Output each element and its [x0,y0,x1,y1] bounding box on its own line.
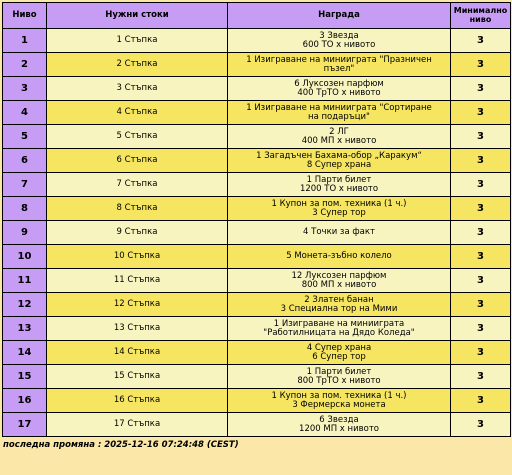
level-cell: 11 [3,269,47,293]
table-row [3,101,511,125]
min-level-cell: 3 [451,269,511,293]
level-cell: 5 [3,125,47,149]
goods-cell: 17 Стъпка [47,413,228,437]
table-row [3,173,511,197]
reward-line: 3 Супер тор [312,207,366,218]
table-row [3,77,511,101]
level-cell: 2 [3,53,47,77]
goods-cell: 5 Стъпка [47,125,228,149]
header-level: Ниво [3,3,47,29]
reward-line: пъзел" [323,63,355,74]
reward-line: 6 Звезда [319,414,359,425]
goods-cell: 2 Стъпка [47,53,228,77]
reward-line: 600 ТО х нивото [302,39,376,50]
min-level-cell: 3 [451,77,511,101]
goods-cell: 10 Стъпка [47,245,228,269]
reward-cell [228,29,451,53]
goods-cell: 6 Стъпка [47,149,228,173]
reward-cell [228,413,451,437]
reward-cell [228,341,451,365]
goods-cell: 15 Стъпка [47,365,228,389]
reward-line: 1200 ТО х нивото [299,183,379,194]
table-row [3,365,511,389]
goods-cell: 11 Стъпка [47,269,228,293]
reward-line: 1 Купон за пом. техника (1 ч.) [271,390,407,401]
table-row [3,317,511,341]
min-level-cell: 3 [451,389,511,413]
level-cell: 8 [3,197,47,221]
level-cell: 6 [3,149,47,173]
table-row [3,341,511,365]
reward-line: 1 Парти билет [306,366,372,377]
min-level-cell: 3 [451,197,511,221]
table-row [3,197,511,221]
table-row [3,29,511,53]
level-cell: 16 [3,389,47,413]
level-cell: 17 [3,413,47,437]
reward-line: 6 Супер тор [312,351,366,362]
table-row [3,413,511,437]
min-level-cell: 3 [451,221,511,245]
reward-line: 3 Звезда [319,30,359,41]
goods-cell: 13 Стъпка [47,317,228,341]
reward-line: 2 Златен банан [304,294,374,305]
reward-cell [228,77,451,101]
reward-line: 800 ТрТО х нивото [297,375,381,386]
reward-line: на подаръци" [308,111,370,122]
table-row [3,221,511,245]
level-cell: 3 [3,77,47,101]
min-level-cell: 3 [451,53,511,77]
reward-cell [228,365,451,389]
reward-line: 6 Луксозен парфюм [294,78,384,89]
table-body [3,29,511,437]
reward-line: 12 Луксозен парфюм [291,270,387,281]
table-row [3,245,511,269]
goods-cell: 4 Стъпка [47,101,228,125]
reward-cell [228,317,451,341]
reward-cell [228,245,451,269]
reward-line: 5 Монета-зъбно колело [286,251,392,261]
reward-cell [228,221,451,245]
reward-line: 1 Изиграване на минииграта [273,318,405,329]
goods-cell: 9 Стъпка [47,221,228,245]
goods-cell: 1 Стъпка [47,29,228,53]
table-row [3,293,511,317]
header-goods: Нужни стоки [47,3,228,29]
level-cell: 1 [3,29,47,53]
table-header-row [3,3,511,29]
min-level-cell: 3 [451,413,511,437]
min-level-cell: 3 [451,245,511,269]
reward-line: "Работилницата на Дядо Коледа" [263,327,415,338]
min-level-cell: 3 [451,341,511,365]
reward-line: 4 Точки за факт [303,227,375,237]
reward-line: 800 МП х нивото [301,279,377,290]
header-min-level: Минимално ниво [451,3,511,29]
reward-line: 1 Купон за пом. техника (1 ч.) [271,198,407,209]
reward-line: 2 ЛГ [329,126,349,137]
rewards-table [2,2,511,437]
reward-cell [228,269,451,293]
reward-line: 1 Загадъчен Бахама-обор „Каракум“ [256,150,422,161]
table-row [3,269,511,293]
reward-line: 1 Изиграване на минииграта "Празничен [246,54,432,65]
table-row [3,149,511,173]
min-level-cell: 3 [451,173,511,197]
reward-cell [228,53,451,77]
reward-line: 1 Изиграване на минииграта "Сортиране [246,102,432,113]
goods-cell: 16 Стъпка [47,389,228,413]
reward-cell [228,149,451,173]
level-cell: 10 [3,245,47,269]
goods-cell: 14 Стъпка [47,341,228,365]
goods-cell: 3 Стъпка [47,77,228,101]
min-level-cell: 3 [451,29,511,53]
goods-cell: 8 Стъпка [47,197,228,221]
min-level-cell: 3 [451,293,511,317]
table-row [3,53,511,77]
table-row [3,125,511,149]
header-reward: Награда [228,3,451,29]
reward-line: 400 МП х нивото [301,135,377,146]
reward-line: 4 Супер храна [306,342,372,353]
reward-line: 400 ТрТО х нивото [297,87,381,98]
level-cell: 7 [3,173,47,197]
reward-cell [228,389,451,413]
last-modified: последна промяна : 2025-12-16 07:24:48 (CEST) [3,440,239,450]
reward-line: 3 Фермерска монета [292,399,386,410]
reward-cell [228,197,451,221]
goods-cell: 12 Стъпка [47,293,228,317]
reward-cell [228,173,451,197]
level-cell: 14 [3,341,47,365]
level-cell: 13 [3,317,47,341]
table-row [3,389,511,413]
level-cell: 4 [3,101,47,125]
min-level-cell: 3 [451,317,511,341]
level-cell: 15 [3,365,47,389]
level-cell: 12 [3,293,47,317]
level-cell: 9 [3,221,47,245]
min-level-cell: 3 [451,149,511,173]
min-level-cell: 3 [451,125,511,149]
min-level-cell: 3 [451,365,511,389]
reward-cell [228,101,451,125]
reward-cell [228,125,451,149]
reward-cell [228,293,451,317]
reward-line: 1 Парти билет [306,174,372,185]
reward-line: 3 Специална тор на Мими [280,303,398,314]
goods-cell: 7 Стъпка [47,173,228,197]
reward-line: 1200 МП х нивото [299,423,379,434]
min-level-cell: 3 [451,101,511,125]
reward-line: 8 Супер храна [306,159,372,170]
